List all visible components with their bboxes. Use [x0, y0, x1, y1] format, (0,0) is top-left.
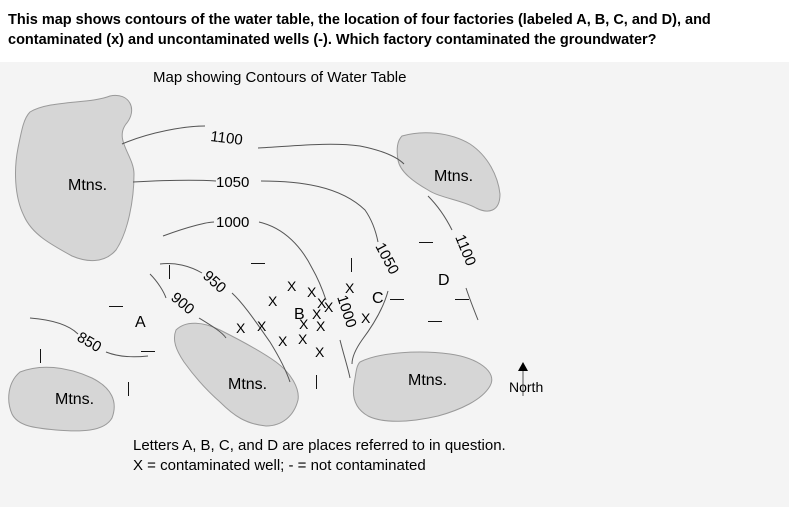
mountain-label-southwest: Mtns. [55, 391, 95, 408]
contour-label-850: 850 [74, 328, 105, 356]
clean-well: — [34, 349, 50, 363]
factory-a: A [135, 314, 146, 331]
question-text [0, 0, 789, 62]
contaminated-well: X [268, 293, 278, 309]
contaminated-well: X [299, 316, 309, 332]
contour-label-900: 900 [167, 289, 198, 319]
contaminated-well: X [361, 310, 371, 326]
water-table-map [0, 62, 789, 507]
clean-well: — [163, 265, 179, 279]
question-line-2: contaminated (x) and uncontaminated wells (-). Which factory contaminated the groundwater? [8, 32, 657, 48]
contaminated-well: X [345, 280, 355, 296]
mountain-label-southeast: Mtns. [408, 372, 448, 389]
contaminated-well: X [278, 333, 288, 349]
legend-line-2: X = contaminated well; - = not contaminated [133, 457, 426, 474]
factory-b: B [294, 306, 305, 323]
mountain-label-east: Mtns. [434, 168, 474, 185]
clean-well: — [345, 258, 361, 272]
contaminated-well: X [315, 344, 325, 360]
clean-well: — [141, 342, 155, 358]
contaminated-well: X [317, 295, 327, 311]
contour-label-1100-top: 1100 [209, 128, 244, 149]
clean-well: — [419, 233, 433, 249]
legend-line-1: Letters A, B, C, and D are places referred to in question. [133, 437, 506, 454]
clean-well: — [109, 297, 123, 313]
contaminated-well: X [324, 299, 334, 315]
contaminated-well: X [287, 278, 297, 294]
clean-well: — [455, 290, 469, 306]
map-title: Map showing Contours of Water Table [153, 69, 407, 86]
contour-label-1050-right: 1050 [371, 239, 403, 278]
contour-label-1100-right: 1100 [451, 232, 480, 269]
contaminated-well: X [307, 284, 317, 300]
contaminated-well: X [236, 320, 246, 336]
contaminated-well: X [312, 306, 322, 322]
contour-label-1050-top: 1050 [216, 174, 250, 191]
mountain-label-west: Mtns. [68, 177, 108, 194]
contour-label-950: 950 [199, 267, 230, 297]
mountain-label-center: Mtns. [228, 376, 268, 393]
contaminated-well: X [257, 318, 267, 334]
clean-well: — [428, 312, 442, 328]
factory-c: C [372, 290, 384, 307]
contaminated-well: X [298, 331, 308, 347]
question-line-1: This map shows contours of the water table, the location of four factories (labeled A, B, C, and D), and [8, 12, 711, 28]
north-label: North [509, 379, 544, 395]
clean-well: — [122, 382, 138, 396]
contour-label-1000-top: 1000 [216, 214, 250, 231]
contaminated-well: X [316, 318, 326, 334]
clean-well: — [251, 254, 265, 270]
factory-d: D [438, 272, 450, 289]
clean-well: — [310, 375, 326, 389]
contour-label-1000-right: 1000 [333, 292, 360, 330]
clean-well: — [390, 290, 404, 306]
